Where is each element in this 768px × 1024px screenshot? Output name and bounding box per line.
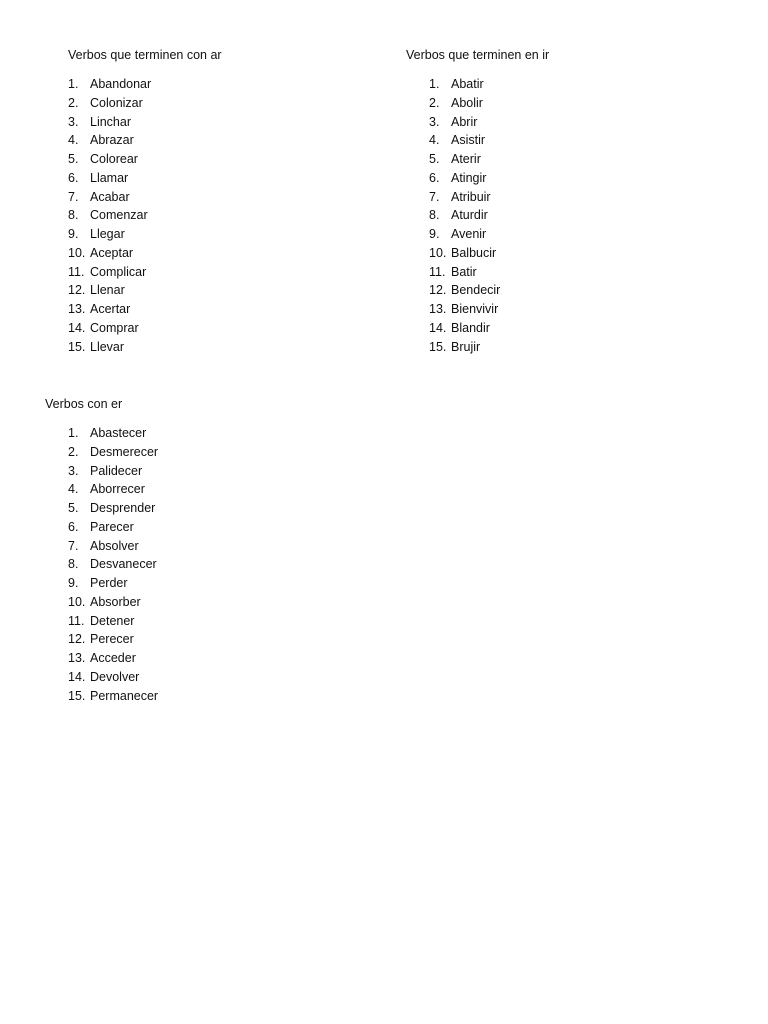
list-item-verb: Aturdir bbox=[451, 208, 488, 223]
list-item-number: 3. bbox=[68, 463, 79, 478]
heading-verbs-ar: Verbos que terminen con ar bbox=[68, 48, 222, 62]
list-item-verb: Bienvivir bbox=[451, 302, 499, 316]
list-item-number: 9. bbox=[429, 227, 440, 241]
list-item-number: 8. bbox=[68, 557, 79, 572]
list-item-number: 12. bbox=[68, 632, 86, 647]
list-item-verb: Colorear bbox=[90, 152, 138, 166]
list-item-number: 5. bbox=[68, 501, 79, 515]
list-item-number: 6. bbox=[68, 519, 79, 534]
list-item-verb: Colonizar bbox=[90, 95, 143, 110]
list-item-number: 1. bbox=[429, 77, 440, 91]
list-item-number: 7. bbox=[68, 538, 79, 553]
list-item-number: 13. bbox=[429, 302, 447, 316]
list-item-verb: Atingir bbox=[451, 170, 487, 185]
list-item-verb: Llegar bbox=[90, 227, 125, 241]
list-item-verb: Parecer bbox=[90, 519, 134, 534]
list-item-number: 14. bbox=[429, 320, 447, 335]
list-item-number: 6. bbox=[68, 170, 79, 185]
heading-verbs-ir: Verbos que terminen en ir bbox=[406, 48, 550, 62]
list-item-number: 10. bbox=[429, 245, 447, 260]
list-item-number: 2. bbox=[68, 444, 79, 459]
list-item-verb: Linchar bbox=[90, 114, 131, 129]
list-item-number: 11. bbox=[68, 613, 85, 628]
list-item-verb: Asistir bbox=[451, 133, 486, 148]
list-item-number: 5. bbox=[429, 152, 440, 166]
list-item-number: 4. bbox=[429, 133, 440, 148]
list-item-number: 11. bbox=[68, 264, 85, 279]
list-item-number: 13. bbox=[68, 302, 86, 316]
list-item-number: 4. bbox=[68, 482, 79, 497]
list-item-number: 5. bbox=[68, 152, 79, 166]
list-item-verb: Permanecer bbox=[90, 688, 159, 703]
list-item-number: 14. bbox=[68, 669, 86, 684]
list-item-number: 11. bbox=[429, 264, 446, 279]
list-item-number: 8. bbox=[429, 208, 440, 223]
list-item-verb: Desvanecer bbox=[90, 557, 157, 572]
list-item-verb: Perder bbox=[90, 576, 128, 590]
list-item-number: 12. bbox=[68, 283, 86, 298]
list-item-verb: Comenzar bbox=[90, 208, 148, 223]
list-item-verb: Acceder bbox=[90, 651, 136, 665]
list-item-verb: Bendecir bbox=[451, 283, 501, 298]
list-item-verb: Llevar bbox=[90, 339, 125, 354]
list-item-verb: Acertar bbox=[90, 302, 131, 316]
list-item-number: 2. bbox=[68, 95, 79, 110]
list-item-number: 6. bbox=[429, 170, 440, 185]
list-item-number: 8. bbox=[68, 208, 79, 223]
list-item-verb: Devolver bbox=[90, 669, 140, 684]
list-item-verb: Llamar bbox=[90, 170, 129, 185]
list-item-verb: Aterir bbox=[451, 152, 481, 166]
list-item-number: 3. bbox=[68, 114, 79, 129]
list-item-verb: Batir bbox=[451, 264, 477, 279]
list-item-verb: Comprar bbox=[90, 320, 139, 335]
list-item-number: 4. bbox=[68, 133, 79, 148]
list-item-verb: Abandonar bbox=[90, 77, 152, 91]
list-item-number: 1. bbox=[68, 77, 79, 91]
list-item-verb: Complicar bbox=[90, 264, 147, 279]
list-item-number: 15. bbox=[68, 339, 86, 354]
list-item-verb: Blandir bbox=[451, 320, 490, 335]
list-item-verb: Llenar bbox=[90, 283, 125, 298]
list-item-verb: Palidecer bbox=[90, 463, 143, 478]
list-item-number: 10. bbox=[68, 245, 86, 260]
list-item-verb: Absorber bbox=[90, 594, 141, 609]
list-item-number: 9. bbox=[68, 576, 79, 590]
list-item-number: 15. bbox=[429, 339, 447, 354]
list-item-verb: Perecer bbox=[90, 632, 134, 647]
list-item-verb: Abolir bbox=[451, 95, 483, 110]
heading-verbs-er: Verbos con er bbox=[45, 397, 123, 411]
list-item-number: 3. bbox=[429, 114, 440, 129]
list-item-number: 2. bbox=[429, 95, 440, 110]
list-item-verb: Absolver bbox=[90, 538, 139, 553]
list-item-verb: Acabar bbox=[90, 189, 130, 204]
list-item-verb: Abatir bbox=[451, 77, 484, 91]
list-item-verb: Detener bbox=[90, 613, 135, 628]
list-item-verb: Desmerecer bbox=[90, 444, 159, 459]
list-item-number: 9. bbox=[68, 227, 79, 241]
list-item-verb: Balbucir bbox=[451, 245, 497, 260]
list-item-number: 15. bbox=[68, 688, 86, 703]
list-item-verb: Atribuir bbox=[451, 189, 491, 204]
list-item-verb: Abastecer bbox=[90, 426, 147, 440]
list-item-number: 14. bbox=[68, 320, 86, 335]
list-item-number: 10. bbox=[68, 594, 86, 609]
list-item-number: 13. bbox=[68, 651, 86, 665]
list-item-verb: Avenir bbox=[451, 227, 487, 241]
list-item-verb: Brujir bbox=[451, 339, 481, 354]
list-item-verb: Abrir bbox=[451, 114, 478, 129]
list-item-verb: Abrazar bbox=[90, 133, 134, 148]
list-item-verb: Aceptar bbox=[90, 245, 134, 260]
list-item-number: 12. bbox=[429, 283, 447, 298]
list-item-number: 1. bbox=[68, 426, 79, 440]
list-item-number: 7. bbox=[68, 189, 79, 204]
list-item-number: 7. bbox=[429, 189, 440, 204]
list-item-verb: Aborrecer bbox=[90, 482, 145, 497]
list-item-verb: Desprender bbox=[90, 501, 156, 515]
